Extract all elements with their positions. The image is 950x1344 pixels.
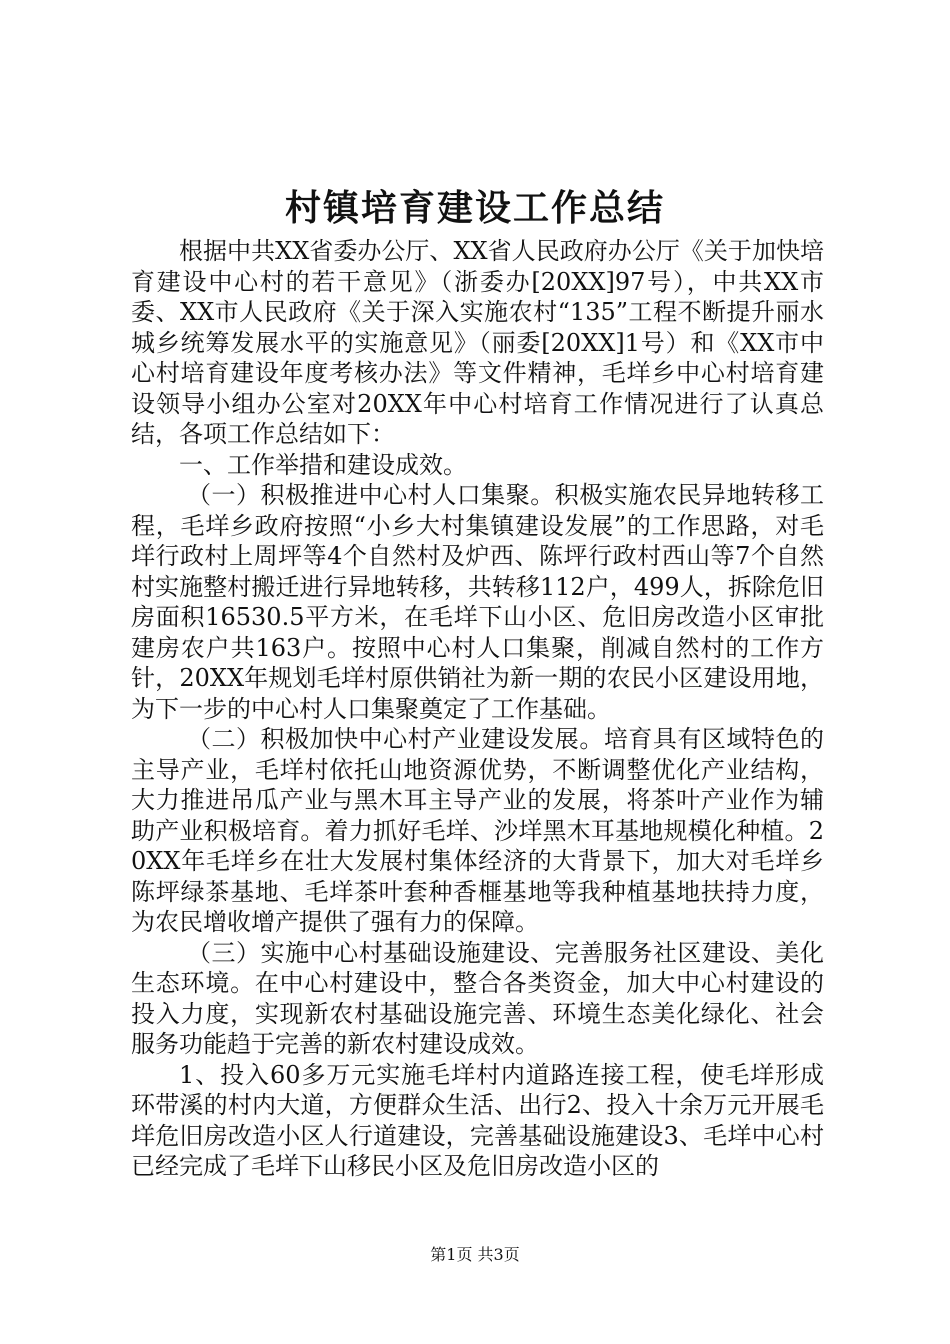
document-body	[131, 236, 824, 1182]
paragraph-population: （一）积极推进中心村人口集聚。积极实施农民异地转移工程，毛垟乡政府按照“小乡大村集镇建设发展”的工作思路，对毛垟行政村上周坪等4个自然村及炉西、陈坪行政村西山等7个自然村实施整村搬迁进行异地转移，共转移112户，499人，拆除危旧房面积16530.5平方米，在毛垟下山小区、危旧房改造小区审批建房农户共163户。按照中心村人口集聚，削减自然村的工作方针，20XX年规划毛垟村原供销社为新一期的农民小区建设用地，为下一步的中心村人口集聚奠定了工作基础。	[131, 481, 824, 723]
paragraph-investments: 1、投入60多万元实施毛垟村内道路连接工程，使毛垟形成环带溪的村内大道，方便群众生活、出行2、投入十余万元开展毛垟危旧房改造小区人行道建设，完善基础设施建设3、毛垟中心村已经完成了毛垟下山移民小区及危旧房改造小区的	[131, 1060, 824, 1180]
page-number-footer: 第1页 共3页	[430, 1245, 520, 1264]
paragraph-industry: （二）积极加快中心村产业建设发展。培育具有区域特色的主导产业，毛垟村依托山地资源优势，不断调整优化产业结构，大力推进吊瓜产业与黑木耳主导产业的发展，将茶叶产业作为辅助产业积极培育。着力抓好毛垟、沙垟黑木耳基地规模化种植。20XX年毛垟乡在壮大发展村集体经济的大背景下，加大对毛垟乡陈坪绿茶基地、毛垟茶叶套种香榧基地等我种植基地扶持力度，为农民增收增产提供了强有力的保障。	[131, 725, 824, 936]
paragraph-intro: 根据中共XX省委办公厅、XX省人民政府办公厅《关于加快培育建设中心村的若干意见》（浙委办[20XX]97号），中共XX市委、XX市人民政府《关于深入实施农村“135”工程不断提升丽水城乡统筹发展水平的实施意见》（丽委[20XX]1号）和《XX市中心村培育建设年度考核办法》等文件精神，毛垟乡中心村培育建设领导小组办公室对20XX年中心村培育工作情况进行了认真总结，各项工作总结如下：	[131, 237, 824, 448]
paragraph-infrastructure: （三）实施中心村基础设施建设、完善服务社区建设、美化生态环境。在中心村建设中，整合各类资金，加大中心村建设的投入力度，实现新农村基础设施完善、环境生态美化绿化、社会服务功能趋于完善的新农村建设成效。	[131, 938, 824, 1058]
section-heading-1: 一、工作举措和建设成效。	[179, 450, 467, 479]
document-title: 村镇培育建设工作总结	[284, 187, 665, 229]
